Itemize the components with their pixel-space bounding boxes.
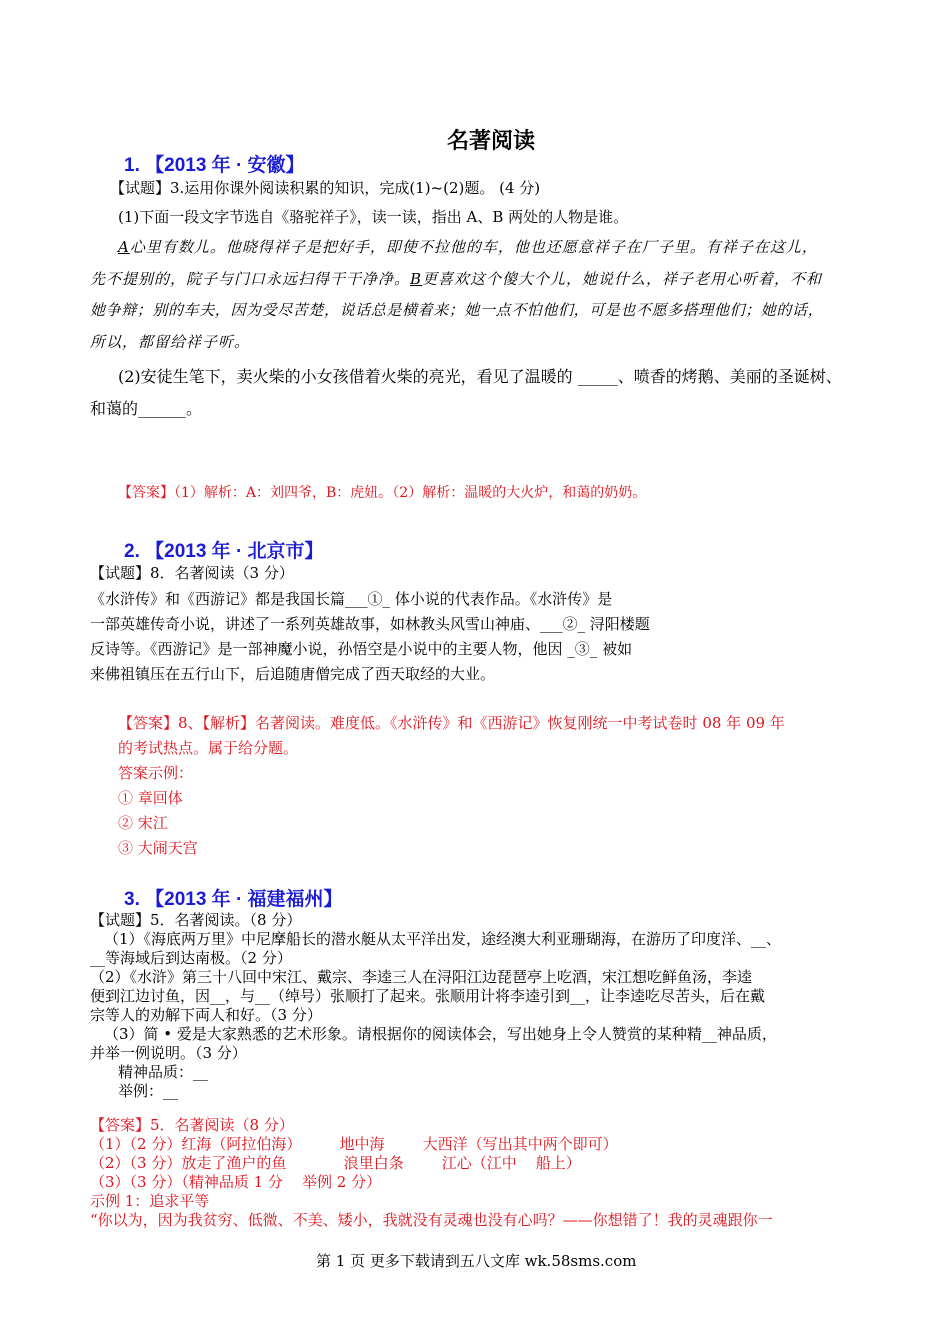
s3-line9: 举例：__ [118,1082,179,1100]
s3-line7: 并举一例说明。（3 分） [90,1044,247,1062]
blank-1: ___①_ [345,590,391,608]
s3-line2: __等海域后到达南极。（2 分） [90,949,292,967]
passage-text: 先不提别的，院子与门口永远扫得干干净净。 [90,270,411,288]
s2-answer-line6: ③ 大闹天宫 [118,839,198,857]
s2-line2 [90,613,650,634]
s1-passage-line3: 她争辩；别的车夫，因为受尽苦楚，说话总是横着来；她一点不怕他们，可是也不愿多搭理他们；她的话， [90,301,824,319]
s1-passage-line1 [118,236,818,257]
s3-answer-line3: （2）（3 分）放走了渔户的鱼 浪里白条 江心（江中 船上） [90,1154,581,1172]
s2-line3 [90,638,632,659]
s1-part1: (1)下面一段文字节选自《骆驼祥子》，读一读，指出 A、B 两处的人物是谁。 [118,208,629,226]
s1-passage-line4: 所以，都留给祥子听。 [90,333,251,351]
s3-answer-line2: （1）（2 分）红海（阿拉伯海） 地中海 大西洋（写出其中两个即可） [90,1135,618,1153]
s2-text: 一部英雄传奇小说，讲述了一系列英雄故事，如林教头风雪山神庙、 [90,615,541,633]
passage-a-mark: A [118,238,130,256]
s2-answer-line1: 【答案】8、【解析】名著阅读。难度低。《水浒传》和《西游记》恢复刚统一中考试卷时 08 年 09 年 [118,714,785,732]
s2-answer-line5: ② 宋江 [118,814,168,832]
s2-question: 【试题】8．名著阅读（3 分） [90,564,294,582]
s2-answer-line3: 答案示例： [118,764,194,782]
s1-passage-line2 [90,268,822,289]
s2-answer-line4: ① 章回体 [118,789,183,807]
page-footer: 第 1 页 更多下载请到五八文库 wk.58sms.com [316,1252,637,1270]
s2-answer-line2: 的考试热点。属于给分题。 [118,739,299,757]
passage-text: 心里有数儿。他晓得祥子是把好手，即使不拉他的车，他也还愿意祥子在厂子里。有祥子在这儿， [129,238,818,256]
passage-b-mark: B [410,270,423,288]
blank-3: _③_ [567,640,598,658]
s1-part2-line1: (2)安徒生笔下，卖火柴的小女孩借着火柴的亮光，看见了温暖的 _____、喷香的烤鹅、美丽的圣诞树、 [118,367,842,386]
s1-part2-line2: 和蔼的______。 [90,399,203,418]
s3-line3: （2）《水浒》第三十八回中宋江、戴宗、李逵三人在浔阳江边琵琶亭上吃酒，宋江想吃鲜鱼汤，李逵 [90,968,753,986]
s2-text: 被如 [597,640,633,658]
s2-text: 体小说的代表作品。《水浒传》是 [390,590,613,608]
s3-line4: 便到江边讨鱼，因__，与__（绰号）张顺打了起来。张顺用计将李逵引到__，让李逵吃尽苦头，后在戴 [90,987,766,1005]
s3-line8: 精神品质：__ [118,1063,209,1081]
s3-answer-line1: 【答案】5．名著阅读（8 分） [90,1116,294,1134]
s3-line5: 宗等人的劝解下両人和好。（3 分） [90,1006,322,1024]
s3-line6: （3）简 • 爱是大家熟悉的艺术形象。请根据你的阅读体会，写出她身上令人赞赏的某种精__神品质， [104,1025,777,1043]
s2-line4: 来佛祖镇压在五行山下，后追随唐僧完成了西天取经的大业。 [90,665,496,683]
s2-line1 [90,588,612,609]
section-3-heading: 3. 【2013 年 · 福建福州】 [124,889,343,910]
s3-answer-line5: 示例 1：追求平等 [90,1192,210,1210]
section-1-heading: 1. 【2013 年 · 安徽】 [124,155,305,176]
s1-question: 【试题】3.运用你课外阅读积累的知识，完成(1)~(2)题。 (4 分) [110,179,541,197]
s3-answer-line4: （3）（3 分）（精神品质 1 分 举例 2 分） [90,1173,382,1191]
s2-text: 反诗等。《西游记》是一部神魔小说，孙悟空是小说中的主要人物，他因 [90,640,568,658]
s2-text: 浔阳楼题 [585,615,650,633]
section-2-heading: 2. 【2013 年 · 北京市】 [124,541,324,562]
s2-text: 《水浒传》和《西游记》都是我国长篇 [90,590,346,608]
s3-line1: （1）《海底两万里》中尼摩船长的潜水艇从太平洋出发，途经澳大利亚珊瑚海，在游历了印度洋、__、 [104,930,782,948]
page-title: 名著阅读 [447,128,536,153]
s1-answer: 【答案】（1）解析：A：刘四爷，B：虎妞。（2）解析：温暖的大火炉，和蔼的奶奶。 [118,485,647,501]
blank-2: ___②_ [540,615,586,633]
s3-answer-line6: “你以为，因为我贫穷、低微、不美、矮小，我就没有灵魂也没有心吗？——你想错了！我的灵魂跟你一 [90,1211,773,1229]
s3-question: 【试题】5．名著阅读。（8 分） [90,911,302,929]
passage-text: 更喜欢这个傻大个儿，她说什么，祥子老用心听着，不和 [422,270,823,288]
